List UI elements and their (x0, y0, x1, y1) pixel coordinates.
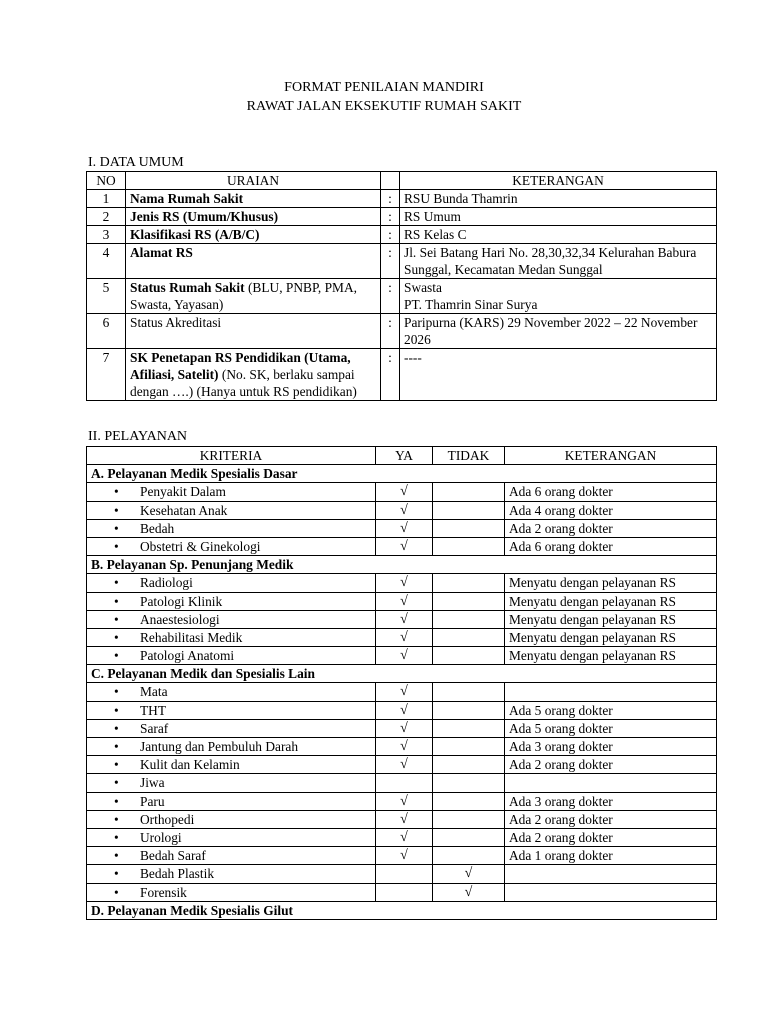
keterangan-line: PT. Thamrin Sinar Surya (404, 297, 538, 312)
service-row (87, 647, 717, 665)
service-name: Patologi Klinik (140, 593, 223, 609)
service-keterangan: Menyatu dengan pelayanan RS (505, 628, 717, 646)
service-criteria (87, 865, 376, 883)
service-keterangan: Menyatu dengan pelayanan RS (505, 647, 717, 665)
uraian-bold-text: SK Penetapan RS Pendidikan (Utama, Afiliasi, Satelit) (130, 350, 351, 382)
service-criteria (87, 756, 376, 774)
service-name: Urologi (140, 829, 182, 845)
header-keterangan: KETERANGAN (505, 447, 717, 465)
service-name: Bedah (140, 520, 175, 536)
bullet-icon: • (114, 484, 119, 500)
pelayanan-table (86, 446, 717, 920)
data-umum-body (87, 190, 717, 401)
service-keterangan: Menyatu dengan pelayanan RS (505, 592, 717, 610)
ya-check-icon: √ (376, 574, 433, 592)
keterangan-line: Swasta (404, 280, 442, 295)
row-number: 7 (87, 349, 126, 401)
service-criteria (87, 701, 376, 719)
bullet-icon: • (114, 629, 119, 645)
service-criteria (87, 574, 376, 592)
tidak-check-icon (433, 610, 505, 628)
uraian-bold-text: Jenis RS (Umum/Khusus) (130, 209, 279, 224)
service-row (87, 756, 717, 774)
row-uraian (126, 190, 381, 208)
service-row (87, 628, 717, 646)
bullet-icon: • (114, 593, 119, 609)
service-keterangan: Ada 2 orang dokter (505, 519, 717, 537)
header-tidak: TIDAK (433, 447, 505, 465)
ya-check-icon: √ (376, 756, 433, 774)
service-row (87, 574, 717, 592)
section-data-umum-heading: I. DATA UMUM (88, 155, 184, 170)
service-name: Radiologi (140, 575, 193, 591)
tidak-check-icon (433, 756, 505, 774)
service-name: Patologi Anatomi (140, 648, 235, 664)
service-keterangan: Ada 3 orang dokter (505, 792, 717, 810)
service-row (87, 683, 717, 701)
service-criteria (87, 847, 376, 865)
service-name: Penyakit Dalam (140, 484, 226, 500)
service-name: Saraf (140, 720, 169, 736)
row-keterangan (400, 279, 717, 314)
service-keterangan (505, 865, 717, 883)
header-colon-cell (381, 172, 400, 190)
bullet-icon: • (114, 829, 119, 845)
tidak-check-icon (433, 537, 505, 555)
row-keterangan: ---- (400, 349, 717, 401)
row-keterangan: RS Kelas C (400, 226, 717, 244)
tidak-check-icon (433, 483, 505, 501)
bullet-icon: • (114, 811, 119, 827)
row-uraian (126, 208, 381, 226)
service-criteria (87, 483, 376, 501)
header-kriteria: KRITERIA (87, 447, 376, 465)
service-row (87, 738, 717, 756)
service-criteria (87, 719, 376, 737)
row-uraian (126, 244, 381, 279)
tidak-check-icon: √ (433, 865, 505, 883)
service-keterangan: Ada 3 orang dokter (505, 738, 717, 756)
row-keterangan: RS Umum (400, 208, 717, 226)
ya-check-icon: √ (376, 647, 433, 665)
data-umum-row (87, 226, 717, 244)
bullet-icon: • (114, 702, 119, 718)
bullet-icon: • (114, 739, 119, 754)
service-keterangan: Ada 6 orang dokter (505, 483, 717, 501)
row-keterangan: RSU Bunda Thamrin (400, 190, 717, 208)
service-name: Orthopedi (140, 811, 195, 827)
category-label: C. Pelayanan Medik dan Spesialis Lain (87, 665, 717, 683)
tidak-check-icon (433, 847, 505, 865)
ya-check-icon: √ (376, 683, 433, 701)
service-row (87, 865, 717, 883)
pelayanan-body (87, 465, 717, 920)
service-keterangan: Ada 1 orang dokter (505, 847, 717, 865)
service-criteria (87, 628, 376, 646)
ya-check-icon: √ (376, 483, 433, 501)
row-colon: : (381, 226, 400, 244)
row-number: 4 (87, 244, 126, 279)
service-row (87, 610, 717, 628)
service-criteria (87, 828, 376, 846)
bullet-icon: • (114, 611, 119, 627)
service-row (87, 592, 717, 610)
service-row (87, 501, 717, 519)
service-keterangan (505, 683, 717, 701)
data-umum-header-row (87, 172, 717, 190)
row-colon: : (381, 190, 400, 208)
tidak-check-icon (433, 719, 505, 737)
service-criteria (87, 501, 376, 519)
bullet-icon: • (114, 648, 119, 664)
service-criteria (87, 738, 376, 756)
ya-check-icon: √ (376, 519, 433, 537)
service-criteria (87, 792, 376, 810)
bullet-icon: • (114, 884, 119, 900)
category-row (87, 665, 717, 683)
row-number: 2 (87, 208, 126, 226)
service-row (87, 519, 717, 537)
category-row (87, 901, 717, 919)
tidak-check-icon (433, 592, 505, 610)
data-umum-row (87, 244, 717, 279)
tidak-check-icon (433, 738, 505, 756)
tidak-check-icon (433, 501, 505, 519)
tidak-check-icon (433, 828, 505, 846)
service-name: Bedah Saraf (140, 848, 206, 864)
service-row (87, 828, 717, 846)
service-keterangan: Ada 2 orang dokter (505, 828, 717, 846)
header-no: NO (87, 172, 126, 190)
uraian-bold-text: Klasifikasi RS (A/B/C) (130, 227, 260, 242)
bullet-icon: • (114, 575, 119, 591)
tidak-check-icon (433, 519, 505, 537)
bullet-icon: • (114, 520, 119, 536)
service-criteria (87, 610, 376, 628)
service-keterangan (505, 774, 717, 792)
service-name: Obstetri & Ginekologi (140, 538, 261, 554)
category-label: B. Pelayanan Sp. Penunjang Medik (87, 556, 717, 574)
ya-check-icon: √ (376, 628, 433, 646)
service-keterangan (505, 883, 717, 901)
ya-check-icon: √ (376, 592, 433, 610)
service-criteria (87, 592, 376, 610)
service-name: Rehabilitasi Medik (140, 629, 243, 645)
service-row (87, 719, 717, 737)
tidak-check-icon (433, 574, 505, 592)
row-colon: : (381, 279, 400, 314)
bullet-icon: • (114, 848, 119, 864)
service-row (87, 847, 717, 865)
service-row (87, 701, 717, 719)
ya-check-icon: √ (376, 810, 433, 828)
service-keterangan: Ada 4 orang dokter (505, 501, 717, 519)
bullet-icon: • (114, 720, 119, 736)
service-keterangan: Ada 5 orang dokter (505, 719, 717, 737)
tidak-check-icon (433, 647, 505, 665)
category-label: D. Pelayanan Medik Spesialis Gilut (87, 901, 717, 919)
row-uraian (126, 279, 381, 314)
ya-check-icon: √ (376, 610, 433, 628)
data-umum-row (87, 190, 717, 208)
row-colon: : (381, 244, 400, 279)
bullet-icon: • (114, 502, 119, 518)
service-keterangan: Ada 6 orang dokter (505, 537, 717, 555)
service-name: Kesehatan Anak (140, 502, 228, 518)
section-pelayanan-heading: II. PELAYANAN (88, 429, 188, 444)
service-criteria (87, 883, 376, 901)
service-name: THT (140, 702, 167, 718)
tidak-check-icon: √ (433, 883, 505, 901)
service-keterangan: Menyatu dengan pelayanan RS (505, 610, 717, 628)
service-name: Kulit dan Kelamin (140, 757, 240, 773)
service-criteria (87, 519, 376, 537)
service-name: Bedah Plastik (140, 866, 215, 882)
ya-check-icon (376, 883, 433, 901)
row-number: 3 (87, 226, 126, 244)
row-number: 6 (87, 314, 126, 349)
service-row (87, 483, 717, 501)
bullet-icon: • (114, 775, 119, 791)
data-umum-row (87, 349, 717, 401)
service-criteria (87, 683, 376, 701)
row-number: 5 (87, 279, 126, 314)
bullet-icon: • (114, 757, 119, 773)
title-line-2: RAWAT JALAN EKSEKUTIF RUMAH SAKIT (246, 99, 522, 114)
service-row (87, 792, 717, 810)
uraian-bold-text: Nama Rumah Sakit (130, 191, 244, 206)
category-row (87, 556, 717, 574)
service-row (87, 537, 717, 555)
bullet-icon: • (114, 538, 119, 554)
data-umum-row (87, 279, 717, 314)
ya-check-icon: √ (376, 828, 433, 846)
row-number: 1 (87, 190, 126, 208)
row-colon: : (381, 208, 400, 226)
ya-check-icon: √ (376, 719, 433, 737)
bullet-icon: • (114, 866, 119, 882)
ya-check-icon: √ (376, 501, 433, 519)
header-keterangan: KETERANGAN (400, 172, 717, 190)
service-name: Paru (140, 793, 165, 809)
uraian-text: (No. SK, berlaku sampai dengan ….) (Hanya untuk RS pendidikan) (130, 367, 357, 399)
service-keterangan: Menyatu dengan pelayanan RS (505, 574, 717, 592)
service-name: Anaestesiologi (140, 611, 220, 627)
bullet-icon: • (114, 793, 119, 809)
row-uraian (126, 314, 381, 349)
row-colon: : (381, 314, 400, 349)
title-line-1: FORMAT PENILAIAN MANDIRI (284, 80, 484, 95)
ya-check-icon (376, 774, 433, 792)
service-criteria (87, 537, 376, 555)
ya-check-icon: √ (376, 847, 433, 865)
tidak-check-icon (433, 792, 505, 810)
header-uraian: URAIAN (126, 172, 381, 190)
tidak-check-icon (433, 683, 505, 701)
ya-check-icon: √ (376, 792, 433, 810)
service-row (87, 774, 717, 792)
tidak-check-icon (433, 774, 505, 792)
service-name: Forensik (140, 884, 187, 900)
service-keterangan: Ada 2 orang dokter (505, 756, 717, 774)
ya-check-icon: √ (376, 537, 433, 555)
data-umum-table (86, 171, 717, 401)
service-keterangan: Ada 5 orang dokter (505, 701, 717, 719)
data-umum-row (87, 208, 717, 226)
tidak-check-icon (433, 628, 505, 646)
service-criteria (87, 810, 376, 828)
service-row (87, 883, 717, 901)
tidak-check-icon (433, 810, 505, 828)
uraian-bold-text: Alamat RS (130, 245, 193, 260)
uraian-text: (BLU, PNBP, PMA, Swasta, Yayasan) (130, 280, 357, 312)
uraian-bold-text: Status Rumah Sakit (130, 280, 245, 295)
service-row (87, 810, 717, 828)
ya-check-icon (376, 865, 433, 883)
service-name: Jantung dan Pembuluh Darah (140, 739, 299, 754)
service-keterangan: Ada 2 orang dokter (505, 810, 717, 828)
row-uraian (126, 349, 381, 401)
uraian-text: Status Akreditasi (130, 315, 222, 330)
category-row (87, 465, 717, 483)
service-criteria (87, 647, 376, 665)
service-criteria (87, 774, 376, 792)
ya-check-icon: √ (376, 701, 433, 719)
header-ya: YA (376, 447, 433, 465)
bullet-icon: • (114, 684, 119, 700)
service-name: Mata (140, 684, 168, 700)
document-title (0, 78, 768, 116)
tidak-check-icon (433, 701, 505, 719)
pelayanan-header-row (87, 447, 717, 465)
ya-check-icon: √ (376, 738, 433, 756)
category-label: A. Pelayanan Medik Spesialis Dasar (87, 465, 717, 483)
row-keterangan: Jl. Sei Batang Hari No. 28,30,32,34 Kelurahan Babura Sunggal, Kecamatan Medan Sunggal (400, 244, 717, 279)
row-colon: : (381, 349, 400, 401)
row-keterangan: Paripurna (KARS) 29 November 2022 – 22 November 2026 (400, 314, 717, 349)
data-umum-row (87, 314, 717, 349)
service-name: Jiwa (140, 775, 165, 791)
row-uraian (126, 226, 381, 244)
